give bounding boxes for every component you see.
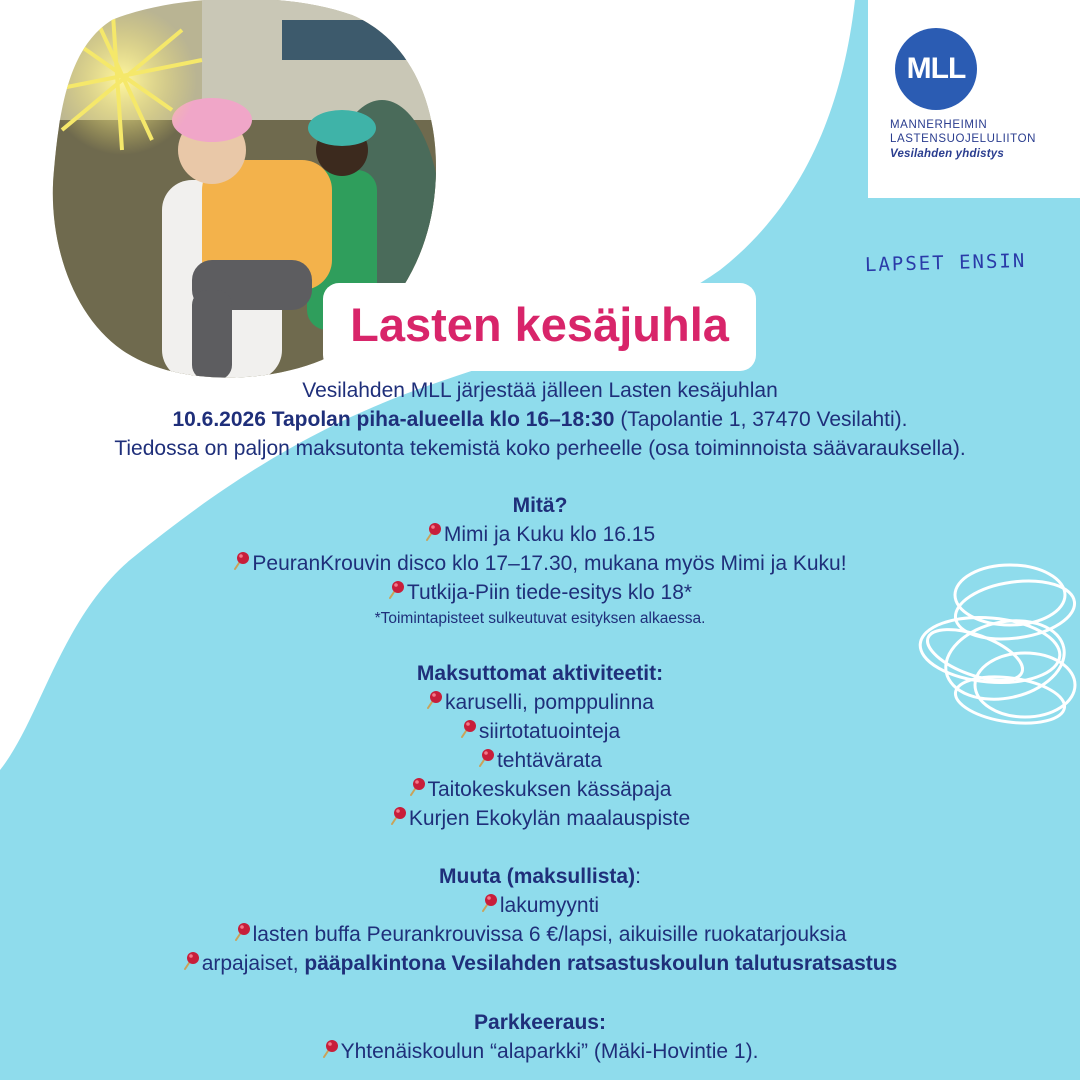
free-activities-block	[0, 659, 1080, 833]
list-item: tehtävärata	[0, 746, 1080, 775]
pin-icon	[234, 922, 251, 942]
tagline: LAPSET ENSIN	[864, 249, 1027, 277]
parking-block	[0, 1008, 1080, 1066]
pin-icon	[388, 580, 405, 600]
lottery-prize: pääpalkintona Vesilahden ratsastuskoulun talutusratsastus	[298, 952, 898, 975]
logo-panel	[868, 0, 1080, 198]
pin-icon	[233, 551, 250, 571]
list-item: Taitokeskuksen kässäpaja	[0, 775, 1080, 804]
list-item: lasten buffa Peurankrouvissa 6 €/lapsi, aikuisille ruokatarjouksia	[0, 920, 1080, 949]
paid-block	[0, 862, 1080, 978]
pin-icon	[390, 806, 407, 826]
title-box	[323, 283, 756, 371]
list-item: Kurjen Ekokylän maalauspiste	[0, 804, 1080, 833]
intro-block	[0, 376, 1080, 463]
page-title: Lasten kesäjuhla	[350, 298, 729, 351]
list-item: Yhtenäiskoulun “alaparkki” (Mäki-Hovintie 1).	[0, 1037, 1080, 1066]
intro-line-3: Tiedossa on paljon maksutonta tekemistä koko perheelle (osa toiminnoista säävarauksella).	[114, 437, 966, 460]
logo-text-line2: LASTENSUOJELULIITON	[890, 133, 1037, 145]
list-item: siirtotatuointeja	[0, 717, 1080, 746]
program-footnote: *Toimintapisteet sulkeutuvat esityksen alkaessa.	[374, 610, 706, 627]
logo-text-line1: MANNERHEIMIN	[890, 119, 988, 131]
list-item: PeuranKrouvin disco klo 17–17.30, mukana myös Mimi ja Kuku!	[0, 549, 1080, 578]
list-item: lakumyynti	[0, 891, 1080, 920]
intro-line-2	[0, 405, 1080, 434]
intro-address: (Tapolantie 1, 37470 Vesilahti).	[614, 408, 908, 431]
intro-date-location: 10.6.2026 Tapolan piha-alueella klo 16–18:30	[172, 408, 615, 431]
pin-icon	[478, 748, 495, 768]
paid-heading: Muuta (maksullista):	[439, 865, 641, 888]
pin-icon	[460, 719, 477, 739]
program-heading: Mitä?	[512, 494, 568, 517]
pin-icon	[425, 522, 442, 542]
list-item: karuselli, pomppulinna	[0, 688, 1080, 717]
free-activities-heading: Maksuttomat aktiviteetit:	[416, 662, 664, 685]
list-item: arpajaiset, pääpalkintona Vesilahden ratsastuskoulun talutusratsastus	[0, 949, 1080, 978]
pin-icon	[183, 951, 200, 971]
program-block	[0, 491, 1080, 631]
list-item: Tutkija-Piin tiede-esitys klo 18*	[0, 578, 1080, 607]
logo-text-line3: Vesilahden yhdistys	[890, 148, 1004, 160]
pin-icon	[409, 777, 426, 797]
parking-heading: Parkkeeraus:	[474, 1011, 606, 1034]
pin-icon	[426, 690, 443, 710]
mll-logo: MLL	[895, 28, 977, 110]
pin-icon	[322, 1039, 339, 1059]
intro-line-1: Vesilahden MLL järjestää jälleen Lasten kesäjuhlan	[302, 379, 778, 402]
pin-icon	[481, 893, 498, 913]
list-item: Mimi ja Kuku klo 16.15	[0, 520, 1080, 549]
